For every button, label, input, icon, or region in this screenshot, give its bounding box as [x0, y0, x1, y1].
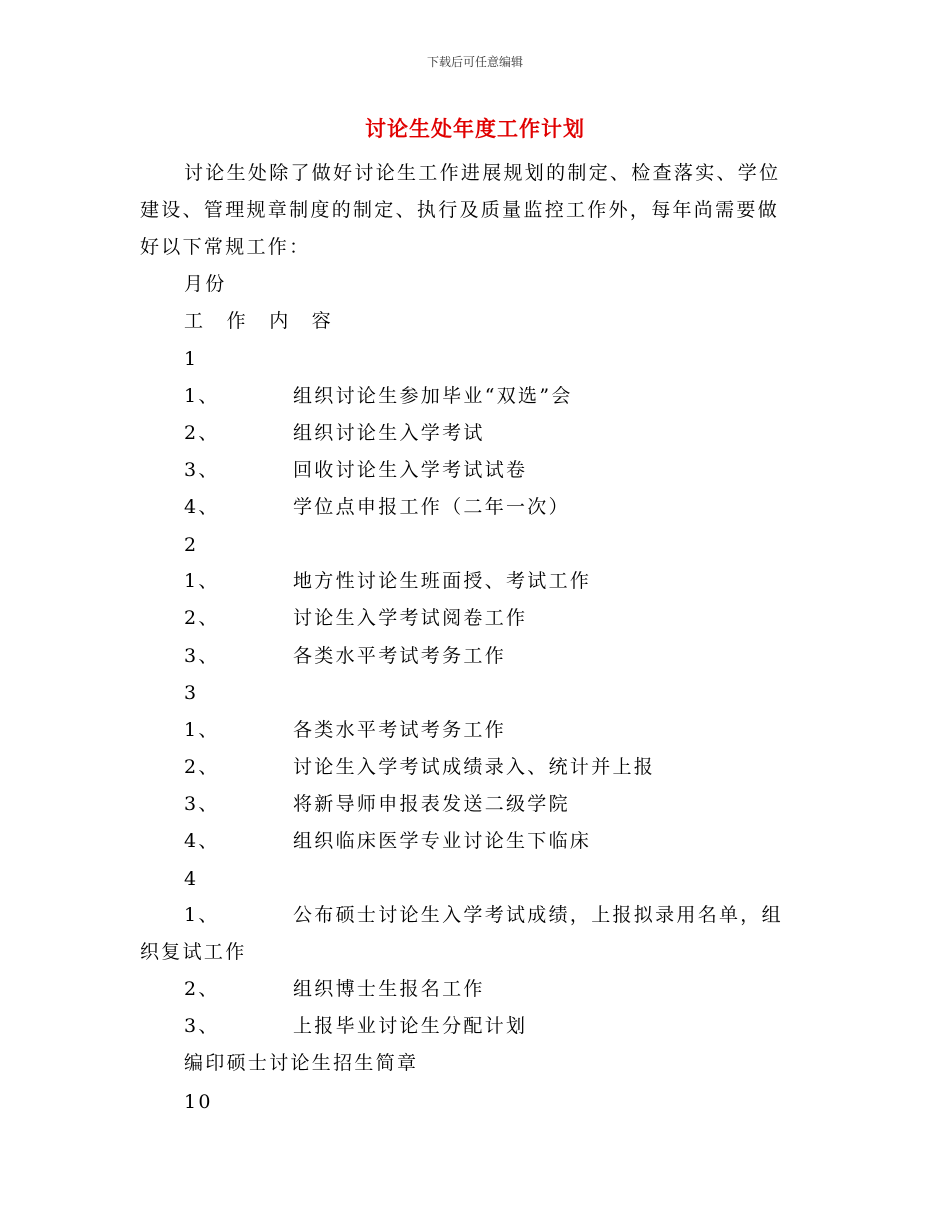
item-text: 学位点申报工作（二年一次）	[293, 496, 570, 518]
page-header-note: 下载后可任意编辑	[426, 55, 523, 69]
item-text: 组织博士生报名工作	[293, 978, 485, 1000]
item-text: 组织临床医学专业讨论生下临床	[293, 830, 592, 852]
item-text: 公布硕士讨论生入学考试成绩，上报拟录用名单，组	[293, 904, 783, 926]
item-number: 2、	[184, 422, 220, 444]
month-label: 1	[184, 348, 199, 370]
item-text: 各类水平考试考务工作	[293, 645, 507, 667]
item-text: 组织讨论生参加毕业“双选”会	[293, 385, 573, 407]
month-label: 2	[184, 534, 199, 556]
item-number: 2、	[184, 756, 220, 778]
item-text: 上报毕业讨论生分配计划	[293, 1015, 528, 1037]
item-number: 3、	[184, 793, 220, 815]
item-text: 讨论生入学考试阅卷工作	[293, 607, 528, 629]
item-text: 讨论生入学考试成绩录入、统计并上报	[293, 756, 656, 778]
item-number: 3、	[184, 459, 220, 481]
table-header-content: 工 作 内 容	[184, 310, 334, 332]
item-text: 地方性讨论生班面授、考试工作	[293, 570, 592, 592]
item-number: 3、	[184, 645, 220, 667]
month-label: 4	[184, 868, 199, 890]
item-text: 将新导师申报表发送二级学院	[293, 793, 570, 815]
intro-paragraph: 讨论生处除了做好讨论生工作进展规划的制定、检查落实、学位建设、管理规章制度的制定、执行及质量监控工作外，每年尚需要做好以下常规工作：	[140, 162, 781, 258]
item-text: 回收讨论生入学考试试卷	[293, 459, 528, 481]
item-text-continuation: 织复试工作	[140, 941, 247, 963]
month-label: 10	[184, 1091, 213, 1113]
item-number: 1、	[184, 385, 220, 407]
item-number: 2、	[184, 978, 220, 1000]
item-number: 4、	[184, 830, 220, 852]
item-number: 1、	[184, 570, 220, 592]
document-title: 讨论生处年度工作计划	[365, 117, 585, 141]
item-text: 各类水平考试考务工作	[293, 719, 507, 741]
extra-line: 编印硕士讨论生招生简章	[184, 1052, 419, 1074]
item-number: 1、	[184, 904, 220, 926]
item-number: 3、	[184, 1015, 220, 1037]
month-label: 3	[184, 682, 199, 704]
item-text: 组织讨论生入学考试	[293, 422, 485, 444]
item-number: 2、	[184, 607, 220, 629]
item-number: 1、	[184, 719, 220, 741]
table-header-month: 月份	[184, 273, 227, 295]
item-number: 4、	[184, 496, 220, 518]
